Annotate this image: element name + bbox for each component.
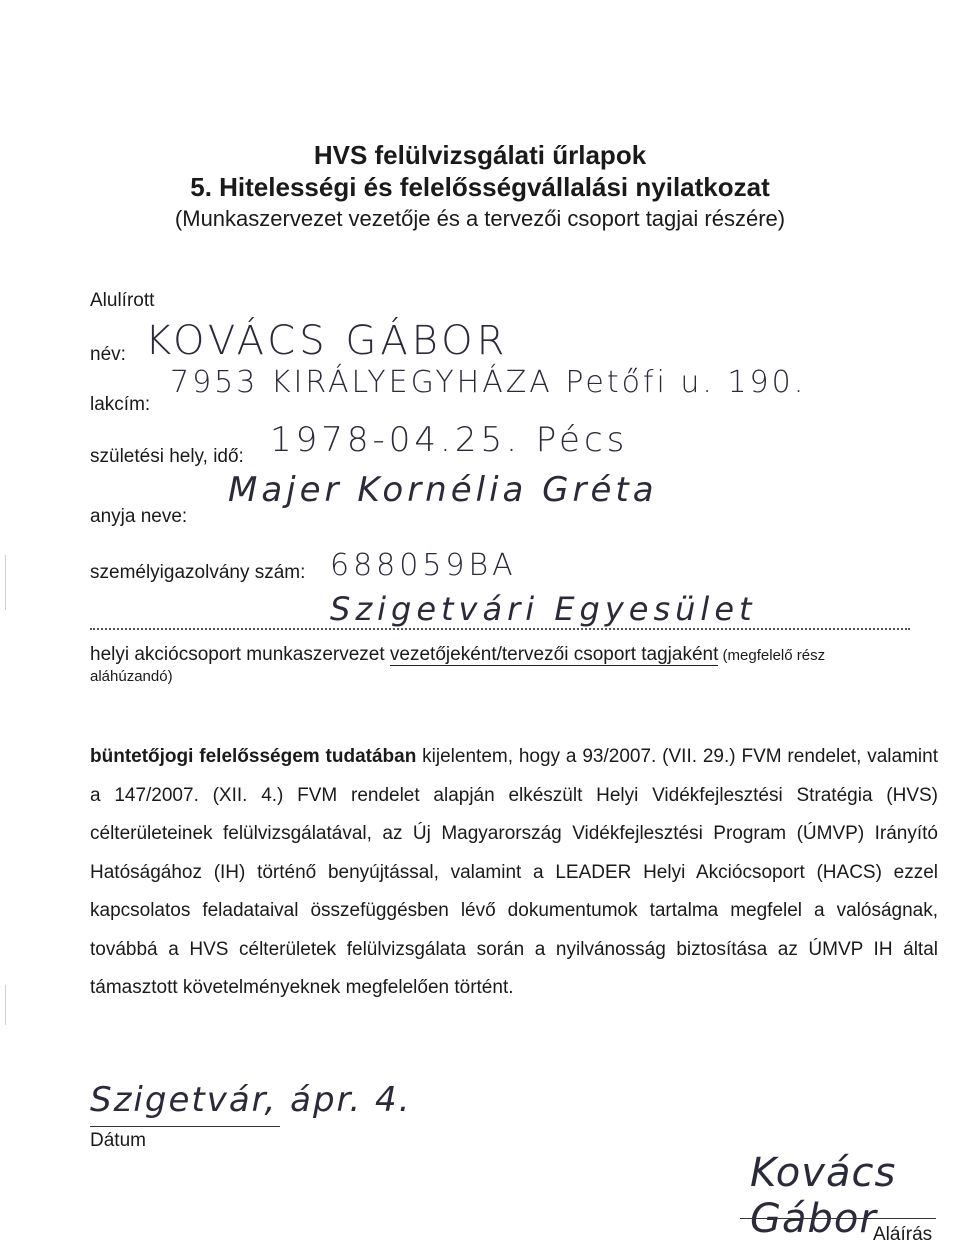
- name-label: név:: [90, 344, 126, 365]
- intro-label: Alulírott: [90, 290, 155, 311]
- role-suffix: (megfelelő rész: [718, 647, 826, 664]
- mother-name-value[interactable]: Majer Kornélia Gréta: [228, 470, 658, 510]
- date-value[interactable]: Szigetvár, ápr. 4.: [90, 1080, 412, 1120]
- signature[interactable]: Kovács Gábor: [750, 1150, 897, 1242]
- role-note: aláhúzandó): [90, 668, 173, 685]
- role-underlined: vezetőjeként/tervezői csoport tagjaként: [389, 644, 719, 665]
- birth-value[interactable]: 1978-04.25. Pécs: [270, 420, 629, 460]
- role-line: [90, 644, 825, 666]
- signature-label: Aláírás: [873, 1224, 933, 1245]
- form-series-title: HVS felülvizsgálati űrlapok: [313, 140, 647, 170]
- address-value[interactable]: 7953 KIRÁLYEGYHÁZA Petőfi u. 190.: [170, 365, 807, 400]
- statement-text: kijelentem, hogy a 93/2007. (VII. 29.) FVM rendelet, valamint a 147/2007. (XII. 4.) FVM rendelet alapján elkészült Helyi Vidékfejlesztési Stratégia (HVS) célterületeinek felülvizsgálatával, az Új Magyarország Vidékfejlesztési Program (ÚMVP) Irányító Hatóságához (IH) történő benyújtással, valamint a LEADER Helyi Akciócsoport (HACS) ezzel kapcsolatos feladataival összefüggésben lévő dokumentumok tartalma megfelel a valóságnak, továbbá a HVS célterületek felülvizsgálata során a nyilvánosság biztosítása az ÚMVP IH által támasztott követelményeknek megfelelően történt.: [90, 746, 938, 998]
- id-card-value[interactable]: 688059BA: [330, 548, 517, 583]
- statement-paragraph: [90, 738, 938, 1008]
- statement-bold: büntetőjogi felelősségem tudatában: [90, 746, 417, 767]
- mother-name-label: anyja neve:: [90, 506, 188, 527]
- address-label: lakcím:: [90, 394, 151, 415]
- scan-mark-top: [5, 555, 6, 610]
- date-label: Dátum: [90, 1130, 146, 1151]
- role-prefix: helyi akciócsoport munkaszervezet: [90, 644, 390, 665]
- group-name-dotted-line: [90, 628, 910, 630]
- id-card-label: személyigazolvány szám:: [90, 562, 306, 583]
- declaration-title: 5. Hitelességi és felelősségvállalási nyilatkozat: [190, 172, 770, 202]
- signature-line: [740, 1218, 936, 1219]
- birth-label: születési hely, idő:: [90, 446, 244, 467]
- date-line: [90, 1126, 280, 1127]
- group-name-value[interactable]: Szigetvári Egyesület: [330, 590, 757, 628]
- scan-mark-bottom: [5, 985, 6, 1025]
- name-value[interactable]: KOVÁCS GÁBOR: [145, 318, 509, 364]
- declaration-subtitle: (Munkaszervezet vezetője és a tervezői csoport tagjai részére): [174, 206, 786, 231]
